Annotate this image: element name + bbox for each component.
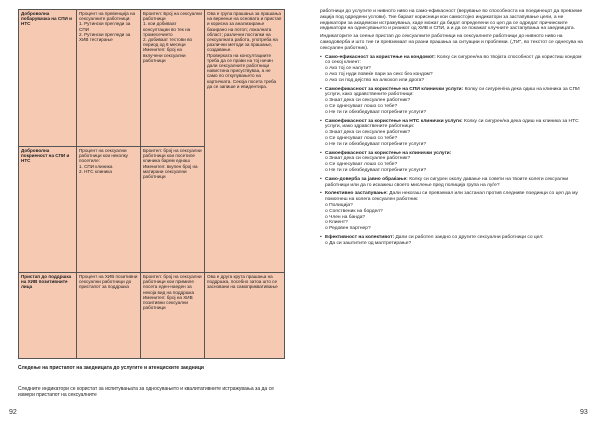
bullet-option: о Полиција? — [325, 202, 353, 208]
bullet-icon: • — [320, 191, 322, 197]
notes-cell: Ова е друга крута прашања на поддршка, посебно затоа што се засновани на самоприквативање — [205, 273, 285, 359]
bullet-option: о Да си заштитите од малтретирање? — [325, 240, 412, 246]
bullet-title: Ефективност на колективот: — [325, 234, 396, 240]
intro-paragraph-2: Индикаторите за сеење пристап до сексуалните работници на сексуалните работници до нивното ниво на самодоверба и што тие ги превземаат на разни прашања за ситуации и проблеми. („ТИ", во текстот се однесува на сексуален работник). — [320, 34, 583, 51]
indicator-bullet — [320, 55, 588, 84]
bullet-text: Колку си сигурен/на дека одиш на клиника за НТС услуги, иако здравствените работници: — [325, 118, 579, 130]
bullet-option: о Не ти ги обезбедуваат потребните услуги? — [325, 141, 427, 147]
bullet-option: о Се однесуваат лошо со тебе? — [325, 135, 398, 141]
notes-cell: Ова е група прашања за прашања на вереење на основата и пристап и корисна за анализирање базирано на потоп; локалната област; различни постапки на сексуалната работа, употреба на различни методи за прашање, создавање. Проверката на консултациите треба да се прави на тој начин дали сексуалните работници навистина присуствуваа, а не само по откупувањето на картичката. Секоја посета треба да се запише и евидентира. — [205, 10, 285, 273]
bullet-icon: • — [320, 54, 322, 60]
bullet-title: Само-ефикасност за користење на кондомот: — [325, 54, 438, 60]
bullet-option: о Не ти ги обезбедуваат потребните услуги? — [325, 167, 427, 173]
bullet-icon: • — [320, 234, 322, 240]
bullet-option: о Знаат дека си сексуален работник? — [325, 98, 411, 104]
row-title: Доброволна покриеност на СПИ и НТС — [19, 147, 77, 273]
bullet-title: Само-доверба за јавно обраќање: — [325, 176, 410, 182]
bullet-option: о Ако тој нуди повеќе пари за секс без кондом? — [325, 71, 433, 77]
bullet-option: о Член на банда? — [325, 214, 366, 220]
table-row — [19, 10, 285, 147]
bullet-title: Колективно застапување: — [325, 191, 390, 197]
table-row — [19, 273, 285, 359]
intro-paragraph: работници до услугите и нивното ниво на само-ефикасност (верување во способноста на поединецот да превземе акција под одредени услови). Тие бараат корисници кои самостојно индикатори за застапување цели, а не индикатори за академски истражувања, каде можат да бидат определени со цел да се одредат причинските индикатори на однесувањето и ризикот од ХИВ и СПИ, а и да се покажат клучните застапувања на заедницата. — [320, 9, 583, 32]
bullet-text: Колку си сигурен/на дека одиш на клиника за СПИ услуги, како здравствените работници: — [325, 86, 580, 98]
indicator-bullet — [320, 87, 588, 116]
right-column — [320, 9, 588, 246]
bullet-option: о Знаат дека си сексуален работник? — [325, 156, 411, 162]
indicator-cell: Процент на сексуални работници кои неколку посетиле: 1. СПИ клиника 2. НТС клиника — [77, 147, 141, 273]
bullet-text: Дали си работел заедно со другите сексуални работници со цел: — [395, 234, 544, 240]
bullet-option: о Ако си под дејство на алкохол или дрога? — [325, 77, 425, 83]
bullet-title: Самоефикасност за користење на НТС клинички услуги: — [325, 118, 465, 124]
bullet-option: о Клиент? — [325, 220, 348, 226]
bullet-option: о Знаат дека си сексуален работник? — [325, 130, 411, 136]
bullet-option: о Ако тој се налути? — [325, 66, 371, 72]
indicator-bullet — [320, 191, 588, 232]
indicator-table — [18, 9, 285, 359]
measure-cell: Броител: Број на сексуални работници 1. кои добиваат консултации во тек на тромесечието 2. добиваат тестови во период од 6 месеци Именител: број на вклучени сексуални работници — [141, 10, 205, 147]
indicator-cell: Процент на ХИВ позитивни сексуални работници до пристапот за поддршка — [77, 273, 141, 359]
bullet-option: о Не ти ги обезбедуваат потребните услуги? — [325, 109, 427, 115]
bullet-icon: • — [320, 150, 322, 156]
row-title: Пристап до поддршка на ХИВ позитивните лица — [19, 273, 77, 359]
measure-cell: Броител: број на сексуални работници кои посетиле клиника барем еднаш Именител: вкупен број на матирани сексуални работници — [141, 147, 205, 273]
bullet-icon: • — [320, 86, 322, 92]
section-heading: Следење на пристапот на заедницата до услугите и атенциските заедници — [18, 365, 204, 371]
indicator-cell: Процент на превенција на сексуалните работници: 1. Рутински прегледи за СПИ 2. Рутински прегледи за ХИВ тестирање — [77, 10, 141, 147]
measure-cell: Броител: број на сексуални работници кои примиле посета еден-наеден за некоја вид на поддршка Именител: број на ХИВ позитивни сексуални работници — [141, 273, 205, 359]
indicator-bullet — [320, 119, 588, 148]
bullet-title: Самоефикасност за користење на клинички услуги: — [325, 150, 452, 156]
page-number-right: 93 — [580, 409, 588, 416]
indicator-bullet — [320, 235, 588, 247]
bullet-icon: • — [320, 176, 322, 182]
indicator-bullet-list — [320, 55, 588, 247]
page-number-left: 92 — [9, 409, 17, 416]
row-title: Доброволна побарувачка на СПИ и НТС — [19, 10, 77, 147]
bullet-title: Самоефикасност за користење на СПИ клинички услуги: — [325, 86, 465, 92]
bullet-text: Дали некогаш си превземал или застанал против следниве поединци со цел да му помогнеш на колега сексуален работник: — [325, 191, 578, 203]
bullet-option: о Редовен партнер? — [325, 226, 371, 232]
section-text: Следните индикатори се користат за испитувањата за односувањето и квалитативните истражувања за да се измери пристапот на сексуалните — [18, 386, 274, 398]
indicator-bullet — [320, 177, 588, 189]
bullet-text: Колку си сигурен околу давање на совети на твоите колеги сексуални работници или да го искажеш своето мислење пред полиција група на луѓе? — [325, 176, 569, 188]
bullet-option: о Сопственик на бордел? — [325, 208, 383, 214]
bullet-option: о Се однесуваат лошо со тебе? — [325, 162, 398, 168]
right-page — [300, 0, 600, 424]
bullet-option: о Се однесуваат лошо со тебе? — [325, 103, 398, 109]
bullet-text: Колку си сигурен/на во твојата способност да користиш кондом со секој клиент: — [325, 54, 582, 66]
indicator-bullet — [320, 151, 588, 174]
bullet-icon: • — [320, 118, 322, 124]
